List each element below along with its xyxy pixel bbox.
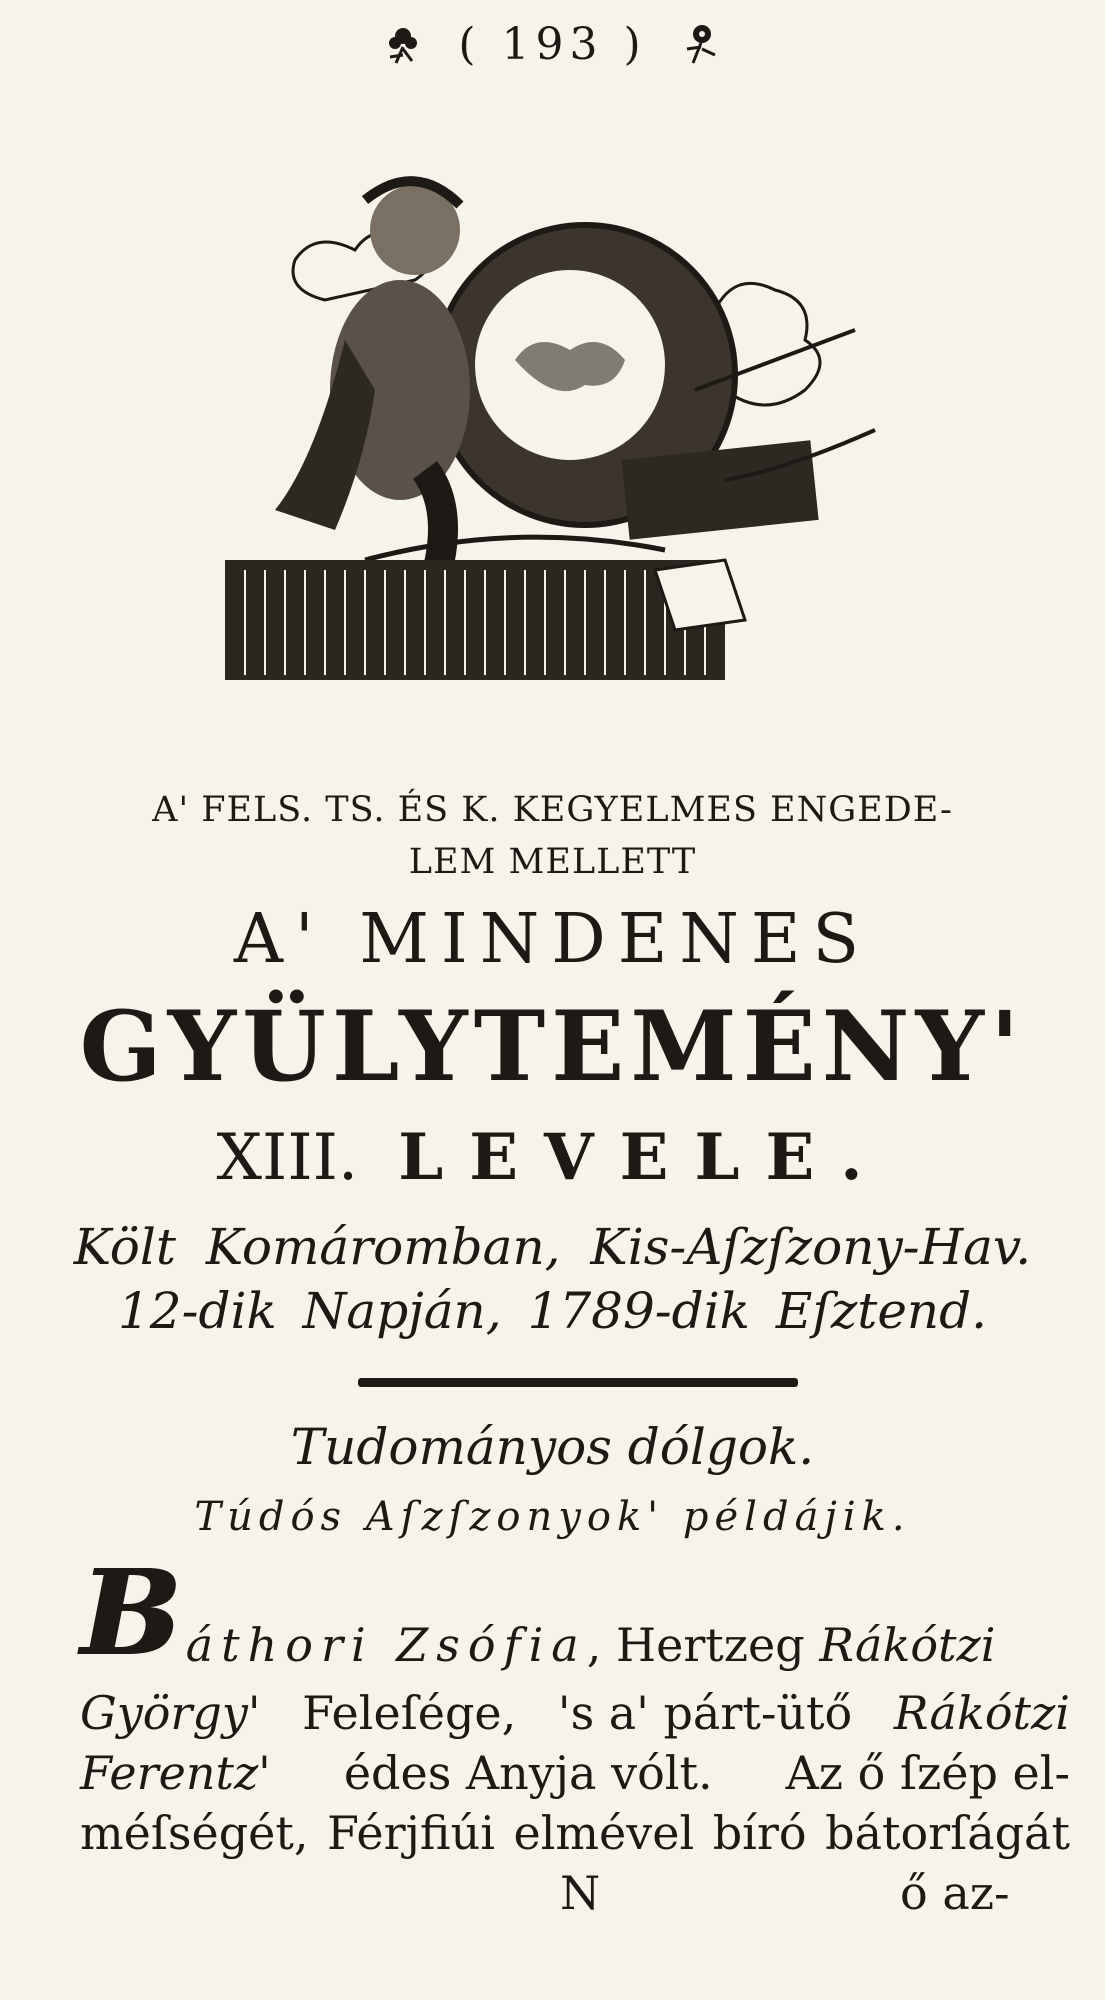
page-number: ( 193 ) — [458, 18, 647, 70]
dateline: Költ Komáromban, Kis-Aſzſzony-Hav. — [73, 1218, 1032, 1276]
dateline: 12-dik Napján, 1789-dik Eſztend. — [117, 1282, 988, 1340]
section-heading: Tudományos dólgok. — [290, 1418, 815, 1476]
body-line — [80, 1806, 1070, 1860]
body-text: Az ő ſzép el- — [785, 1746, 1070, 1800]
catchword: ő az- — [900, 1866, 1010, 1920]
body-text: , Hertzeg — [586, 1618, 820, 1672]
body-text: Rákótzi — [893, 1686, 1070, 1740]
body-text: Feleſége, — [302, 1686, 517, 1740]
cherub-globe-engraving — [225, 160, 885, 690]
body-text: György' — [80, 1686, 261, 1740]
issue-word: LEVELE. — [398, 1120, 889, 1195]
body-text: Rákótzi — [819, 1618, 996, 1672]
body-text: méſségét, — [80, 1806, 309, 1860]
body-text: édes Anyja vólt. — [343, 1746, 713, 1800]
body-text: elmével — [513, 1806, 695, 1860]
flower-ornament-icon — [677, 19, 727, 69]
body-line — [80, 1686, 1070, 1740]
body-line — [80, 1746, 1070, 1800]
title-line: A' MINDENES — [233, 900, 872, 979]
main-title: GYÜLYTEMÉNY' — [79, 990, 1026, 1103]
body-text: 's a' párt-ütő — [557, 1686, 853, 1740]
drop-cap: B — [80, 1543, 180, 1682]
issue-roman: XIII. — [216, 1121, 359, 1195]
body-text: Ferentz' — [80, 1746, 271, 1800]
section-subheading: Túdós Aſzſzonyok' példájik. — [194, 1494, 911, 1540]
imprimatur-line: LEM MELLETT — [408, 842, 697, 882]
body-line — [80, 1543, 1070, 1682]
page-header — [0, 14, 1105, 74]
body-text: bátorſágát — [825, 1806, 1070, 1860]
issue-number — [0, 1120, 1105, 1195]
body-text: áthori Zsófia — [185, 1618, 587, 1672]
flower-ornament-icon — [378, 19, 428, 69]
body-text: Férjfiúi — [327, 1806, 495, 1860]
signature-mark: N — [560, 1866, 601, 1920]
body-text: bíró — [712, 1806, 807, 1860]
horizontal-rule — [358, 1378, 798, 1387]
imprimatur-line: A' FELS. TS. ÉS K. KEGYELMES ENGEDE- — [152, 790, 953, 830]
